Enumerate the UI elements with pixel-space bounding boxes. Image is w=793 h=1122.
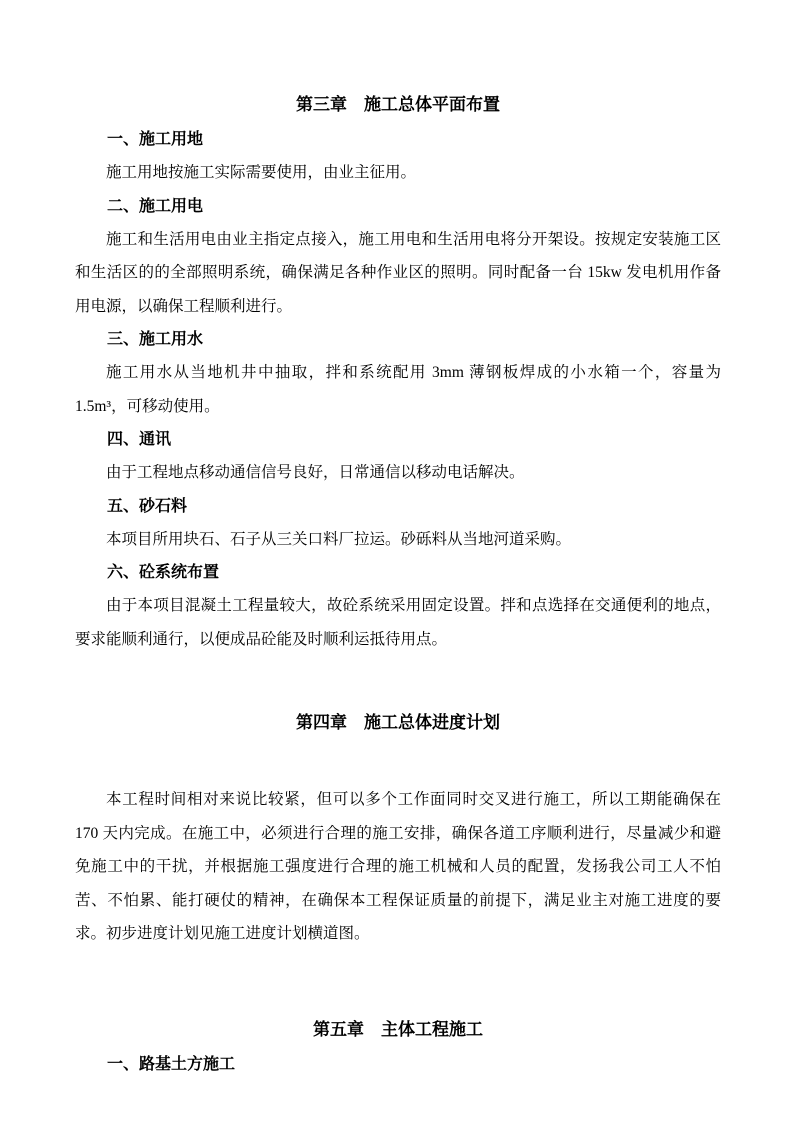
- section-heading-land: 一、施工用地: [107, 131, 204, 148]
- section-heading-power: 二、施工用电: [107, 197, 204, 215]
- paragraph-land: 施工用地按施工实际需要使用，由业主征用。: [106, 164, 417, 181]
- section-heading-concrete-system: 六、砼系统布置: [107, 564, 220, 581]
- paragraph-concrete-system: 由于本项目混凝土工程量较大，故砼系统采用固定设置。拌和点选择在交通便利的地点，要求能顺利通行，以便成品砼能及时顺利运抵待用点。: [75, 597, 721, 648]
- section-heading-roadbed-earthwork: 一、路基土方施工: [107, 1055, 236, 1073]
- chapter-4-title: 第四章 施工总体进度计划: [296, 713, 500, 732]
- paragraph-water: 施工用水从当地机井中抽取，拌和系统配用 3mm 薄钢板焊成的小水箱一个，容量为 1.5m³，可移动使用。: [75, 364, 721, 415]
- section-heading-aggregate: 五、砂石料: [107, 497, 188, 515]
- section-heading-communication: 四、通讯: [107, 431, 172, 448]
- paragraph-communication: 由于工程地点移动通信信号良好，日常通信以移动电话解决。: [106, 464, 525, 481]
- chapter-5-title: 第五章 主体工程施工: [313, 1019, 483, 1039]
- chapter-3-title: 第三章 施工总体平面布置: [296, 95, 500, 114]
- paragraph-aggregate: 本项目所用块石、石子从三关口料厂拉运。砂砾料从当地河道采购。: [106, 530, 572, 548]
- section-heading-water: 三、施工用水: [107, 331, 204, 348]
- paragraph-power: 施工和生活用电由业主指定点接入，施工用电和生活用电将分开架设。按规定安装施工区和生活区的的全部照明系统，确保满足各种作业区的照明。同时配备一台 15kw 发电机用作备用电源，以确保工程顺利进行。: [75, 230, 721, 315]
- paragraph-schedule: 本工程时间相对来说比较紧，但可以多个工作面同时交叉进行施工，所以工期能确保在 170 天内完成。在施工中，必须进行合理的施工安排，确保各道工序顺利进行，尽量减少和避免施工中的干扰，并根据施工强度进行合理的施工机械和人员的配置，发扬我公司工人不怕苦、不怕累、能打硬仗的精神，在确保本工程保证质量的前提下，满足业主对施工进度的要求。初步进度计划见施工进度计划横道图。: [75, 791, 721, 942]
